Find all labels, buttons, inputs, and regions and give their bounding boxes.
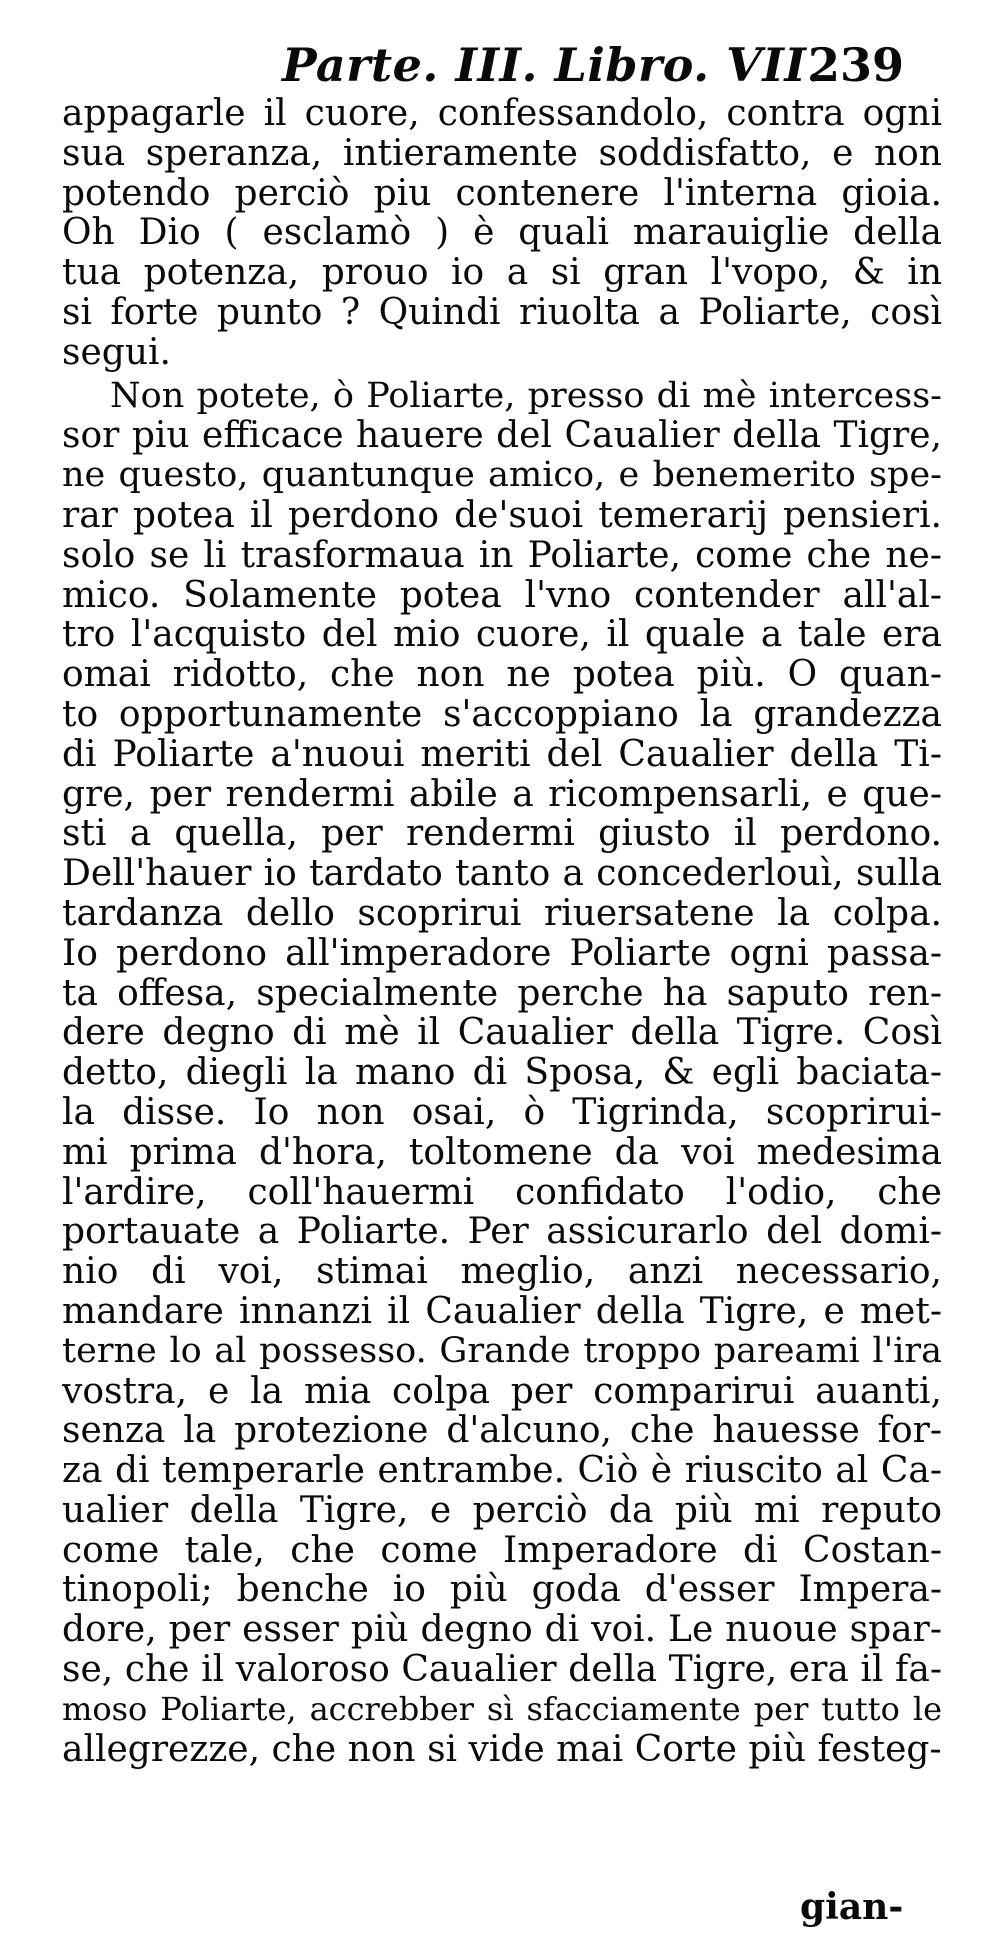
text-line: mico. Solamente potea l'vno contender all'al-: [62, 575, 942, 616]
running-title: Parte. III. Libro. VII.: [282, 38, 823, 92]
text-line: segui.: [62, 332, 171, 373]
page-number: 239: [808, 38, 905, 92]
text-line: mandare innanzi il Caualier della Tigre, e met-: [62, 1291, 942, 1332]
text-line: allegrezze, che non si vide mai Corte più festeg-: [62, 1729, 942, 1770]
text-line: dore, per esser più degno di voi. Le nuoue spar-: [62, 1610, 942, 1651]
text-line: za di temperarle entrambe. Ciò è riuscito al Ca-: [62, 1451, 942, 1491]
text-line: sor piu efficace hauere del Caualier della Tigre,: [62, 416, 942, 457]
text-line: omai ridotto, che non ne potea più. O quan-: [62, 655, 942, 695]
text-line: ne questo, quantunque amico, e benemerito spe-: [62, 456, 942, 496]
text-line: portauate a Poliarte. Per assicurarlo del domi-: [62, 1212, 942, 1253]
paragraph-2: [62, 377, 942, 1770]
text-line: solo se li trasformaua in Poliarte, come che ne-: [62, 535, 942, 576]
text-line: dere degno di mè il Caualier della Tigre. Così: [62, 1013, 942, 1054]
text-line: se, che il valoroso Caualier della Tigre, era il fa-: [62, 1650, 942, 1690]
text-line: to opportunamente s'accoppiano la grandezza: [62, 694, 942, 735]
text-line: Oh Dio ( esclamò ) è quali marauiglie della: [62, 213, 942, 254]
paragraph-1: [62, 94, 942, 373]
text-line: senza la protezione d'alcuno, che hauesse for-: [62, 1411, 942, 1452]
text-line: appagarle il cuore, confessandolo, contra ogni: [62, 94, 942, 134]
catchword: gian-: [800, 1886, 904, 1928]
text-line: sua speranza, intieramente soddisfatto, e non: [62, 133, 942, 174]
text-line: detto, diegli la mano di Sposa, & egli baciata-: [62, 1053, 942, 1093]
text-line: ta offesa, specialmente perche ha saputo ren-: [62, 973, 942, 1014]
text-line: mi prima d'hora, toltomene da voi medesima: [62, 1132, 942, 1173]
text-line: come tale, che come Imperadore di Costan-: [62, 1530, 942, 1571]
page-header: [0, 38, 1000, 98]
text-line: Non potete, ò Poliarte, presso di mè intercess-: [110, 376, 942, 416]
text-line: la disse. Io non osai, ò Tigrinda, scoprirui-: [62, 1092, 942, 1133]
text-line: vostra, e la mia colpa per comparirui auanti,: [62, 1371, 942, 1412]
text-line: tinopoli; benche io più goda d'esser Impera-: [62, 1570, 942, 1611]
text-line: terne lo al possesso. Grande troppo pareami l'ira: [62, 1331, 942, 1371]
text-line: l'ardire, coll'hauermi confidato l'odio, che: [62, 1172, 942, 1213]
text-line: potendo perciò piu contenere l'interna gioia.: [62, 173, 942, 214]
text-line: gre, per rendermi abile a ricompensarli, e que-: [62, 774, 942, 815]
body-text: [62, 94, 942, 1769]
text-line: di Poliarte a'nuoui meriti del Caualier della Ti-: [62, 734, 942, 775]
text-line: moso Poliarte, accrebber sì sfacciamente per tutto le: [62, 1689, 942, 1728]
text-line: tardanza dello scoprirui riuersatene la colpa.: [62, 893, 942, 934]
text-line: rar potea il perdono de'suoi temerarij pensieri.: [62, 495, 942, 536]
text-line: si forte punto ? Quindi riuolta a Poliarte, così: [62, 292, 942, 333]
text-line: sti a quella, per rendermi giusto il perdono.: [62, 814, 942, 855]
text-line: Dell'hauer io tardato tanto a concederlouì, sulla: [62, 854, 942, 894]
text-line: tua potenza, prouo io a si gran l'vopo, & in: [62, 253, 942, 293]
text-line: Io perdono all'imperadore Poliarte ogni passa-: [62, 933, 942, 974]
text-line: nio di voi, stimai meglio, anzi necessario,: [62, 1252, 942, 1292]
text-line: ualier della Tigre, e perciò da più mi reputo: [62, 1490, 942, 1531]
text-line: tro l'acquisto del mio cuore, il quale a tale era: [62, 615, 942, 656]
